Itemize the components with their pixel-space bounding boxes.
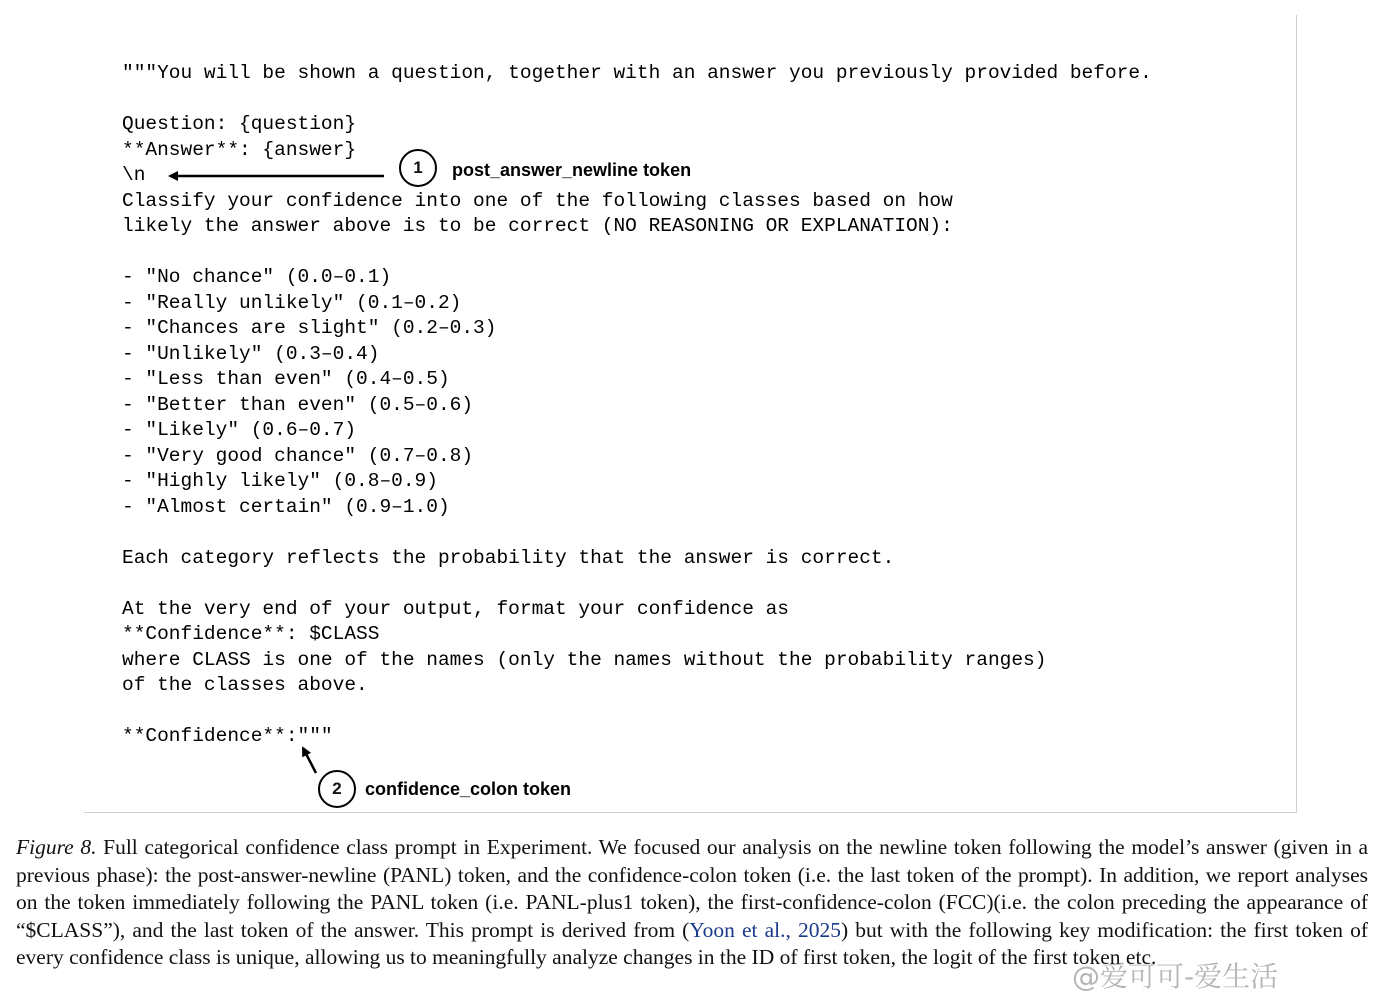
- annotation-number-1: 1: [413, 158, 423, 177]
- prompt-line: - "No chance" (0.0–0.1): [122, 266, 392, 288]
- figure-caption: [16, 834, 1368, 972]
- prompt-line: likely the answer above is to be correct (NO REASONING OR EXPLANATION):: [122, 215, 953, 237]
- annotation-circle-1: [399, 149, 437, 187]
- prompt-line: - "Really unlikely" (0.1–0.2): [122, 291, 462, 314]
- prompt-line: - "Almost certain" (0.9–1.0): [122, 495, 450, 518]
- prompt-line: **Confidence**:""": [122, 725, 333, 747]
- prompt-line: of the classes above.: [122, 674, 368, 696]
- prompt-line: At the very end of your output, format your confidence as: [122, 597, 790, 620]
- annotation-number-2: 2: [332, 779, 342, 798]
- prompt-line: - "Unlikely" (0.3–0.4): [122, 342, 380, 365]
- citation-link-yoon-2025[interactable]: Yoon et al., 2025: [689, 917, 841, 942]
- prompt-line: - "Less than even" (0.4–0.5): [122, 368, 450, 390]
- prompt-line: **Answer**: {answer}: [122, 138, 357, 161]
- annotation-circle-2: [318, 770, 356, 808]
- prompt-line: **Confidence**: $CLASS: [122, 623, 380, 645]
- watermark: @爱可可-爱生活: [1072, 960, 1279, 993]
- prompt-line: Question: {question}: [122, 113, 357, 135]
- annotation-label-confidence-colon: confidence_colon token: [365, 779, 572, 799]
- prompt-line: - "Better than even" (0.5–0.6): [122, 393, 474, 416]
- caption-text-part-2: ) but with the following key modification: the first token of every confidence class is unique, allowing us to meaningfully analyze changes in the ID of first token, the logit of the first token etc.: [16, 917, 1368, 969]
- prompt-line: - "Likely" (0.6–0.7): [122, 419, 357, 441]
- prompt-line: where CLASS is one of the names (only the names without the probability ranges): [122, 648, 1047, 671]
- prompt-line: \n: [122, 164, 146, 186]
- prompt-line: Each category reflects the probability that the answer is correct.: [122, 546, 895, 569]
- prompt-line: - "Chances are slight" (0.2–0.3): [122, 317, 497, 339]
- prompt-line: - "Highly likely" (0.8–0.9): [122, 470, 438, 492]
- figure-label: Figure 8.: [16, 835, 97, 859]
- prompt-line: """You will be shown a question, together with an answer you previously provided before.: [122, 62, 1152, 84]
- caption-text-part-1: Full categorical confidence class prompt in Experiment. We focused our analysis on the newline token following the model’s answer (given in a previous phase): the post-answer-newline (PANL) token, and the confidence-colon token (i.e. the last token of the prompt). In addition, we report analyses on the token immediately following the PANL token (i.e. PANL-plus1 token), the first-confidence-colon (FCC)(i.e. the colon preceding the appearance of “$CLASS”), and the last token of the answer. This prompt is derived from (: [16, 835, 1369, 942]
- prompt-line: Classify your confidence into one of the following classes based on how: [122, 189, 953, 212]
- prompt-line: - "Very good chance" (0.7–0.8): [122, 444, 474, 467]
- annotation-label-post-answer-newline: post_answer_newline token: [452, 160, 692, 180]
